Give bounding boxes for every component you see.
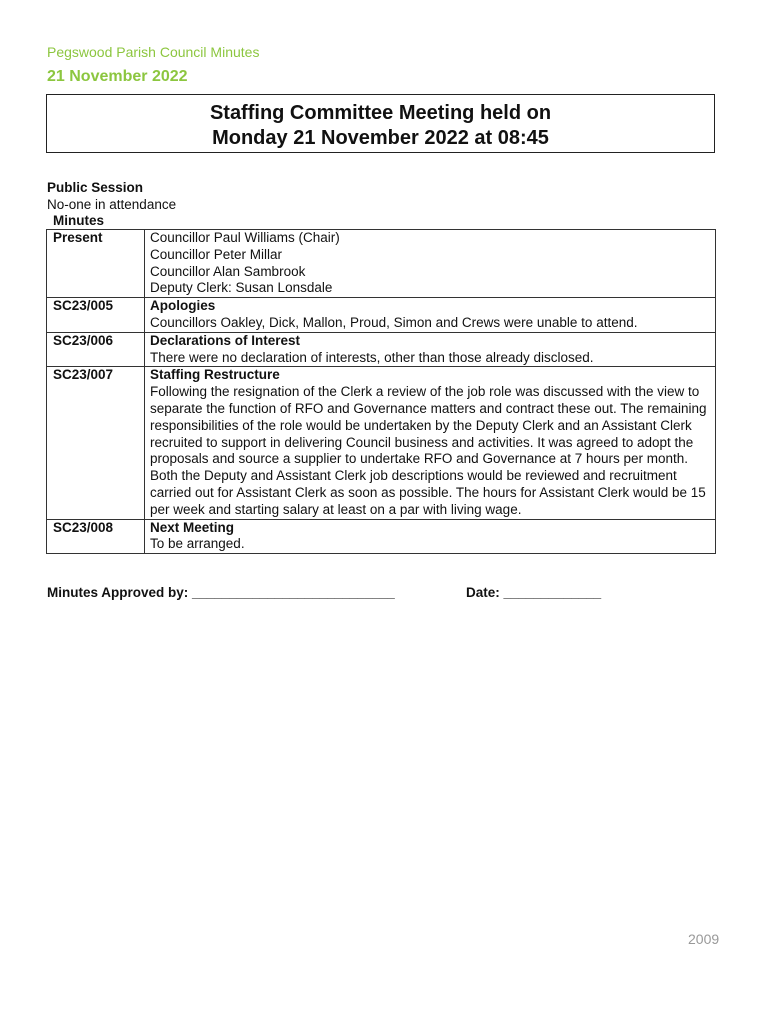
- row-ref: SC23/008: [47, 519, 145, 554]
- table-row: [47, 298, 716, 333]
- row-heading: Staffing Restructure: [150, 367, 280, 383]
- row-heading: Apologies: [150, 298, 216, 314]
- date-line: Date: _____________: [466, 585, 602, 600]
- row-body: [145, 332, 716, 367]
- title-box: [46, 94, 715, 153]
- table-row: [47, 367, 716, 519]
- row-text: Councillors Oakley, Dick, Mallon, Proud, Simon and Crews were unable to attend.: [150, 314, 638, 330]
- row-ref: SC23/007: [47, 367, 145, 519]
- present-member: Councillor Paul Williams (Chair): [150, 230, 340, 245]
- table-row: [47, 230, 716, 298]
- council-name: Pegswood Parish Council Minutes: [47, 44, 260, 60]
- page-number: 2009: [688, 931, 720, 947]
- public-session-label: Public Session: [47, 180, 144, 195]
- present-member: Deputy Clerk: Susan Lonsdale: [150, 280, 333, 296]
- row-ref: SC23/005: [47, 298, 145, 333]
- table-row: [47, 332, 716, 367]
- minutes-table: [46, 229, 716, 554]
- row-ref: SC23/006: [47, 332, 145, 367]
- table-row: [47, 519, 716, 554]
- row-text: There were no declaration of interests, other than those already disclosed.: [150, 349, 594, 365]
- present-list: [145, 230, 716, 298]
- approved-by-line: Minutes Approved by: ___________________________: [47, 585, 395, 600]
- row-text: Following the resignation of the Clerk a review of the job role was discussed with the view to separate the function of RFO and Governance matters and contract these out. The remaining responsibilities of the role would be undertaken by the Deputy Clerk and an Assistant Clerk recruited to support in delivering Council business and activities. It was agreed to adopt the proposals and source a supplier to undertake RFO and Governance at 7 hours per month. Both the Deputy and Assistant Clerk job descriptions would be reviewed and recruitment carried out for Assistant Clerk as soon as possible. The hours for Assistant Clerk would be 15 per week and starting salary at least on a par with living wage.: [150, 384, 707, 517]
- minutes-label: Minutes: [53, 213, 105, 228]
- row-ref: Present: [47, 230, 145, 298]
- attendance-text: No-one in attendance: [47, 197, 177, 212]
- row-body: [145, 519, 716, 554]
- minutes-date: 21 November 2022: [47, 68, 188, 85]
- row-text: To be arranged.: [150, 536, 245, 552]
- row-heading: Declarations of Interest: [150, 332, 301, 348]
- row-body: [145, 367, 716, 519]
- title-line-1: Staffing Committee Meeting held on: [209, 102, 552, 124]
- title-line-2: Monday 21 November 2022 at 08:45: [212, 127, 549, 149]
- present-member: Councillor Peter Millar: [150, 246, 283, 262]
- row-heading: Next Meeting: [150, 519, 235, 535]
- present-member: Councillor Alan Sambrook: [150, 263, 306, 279]
- row-body: [145, 298, 716, 333]
